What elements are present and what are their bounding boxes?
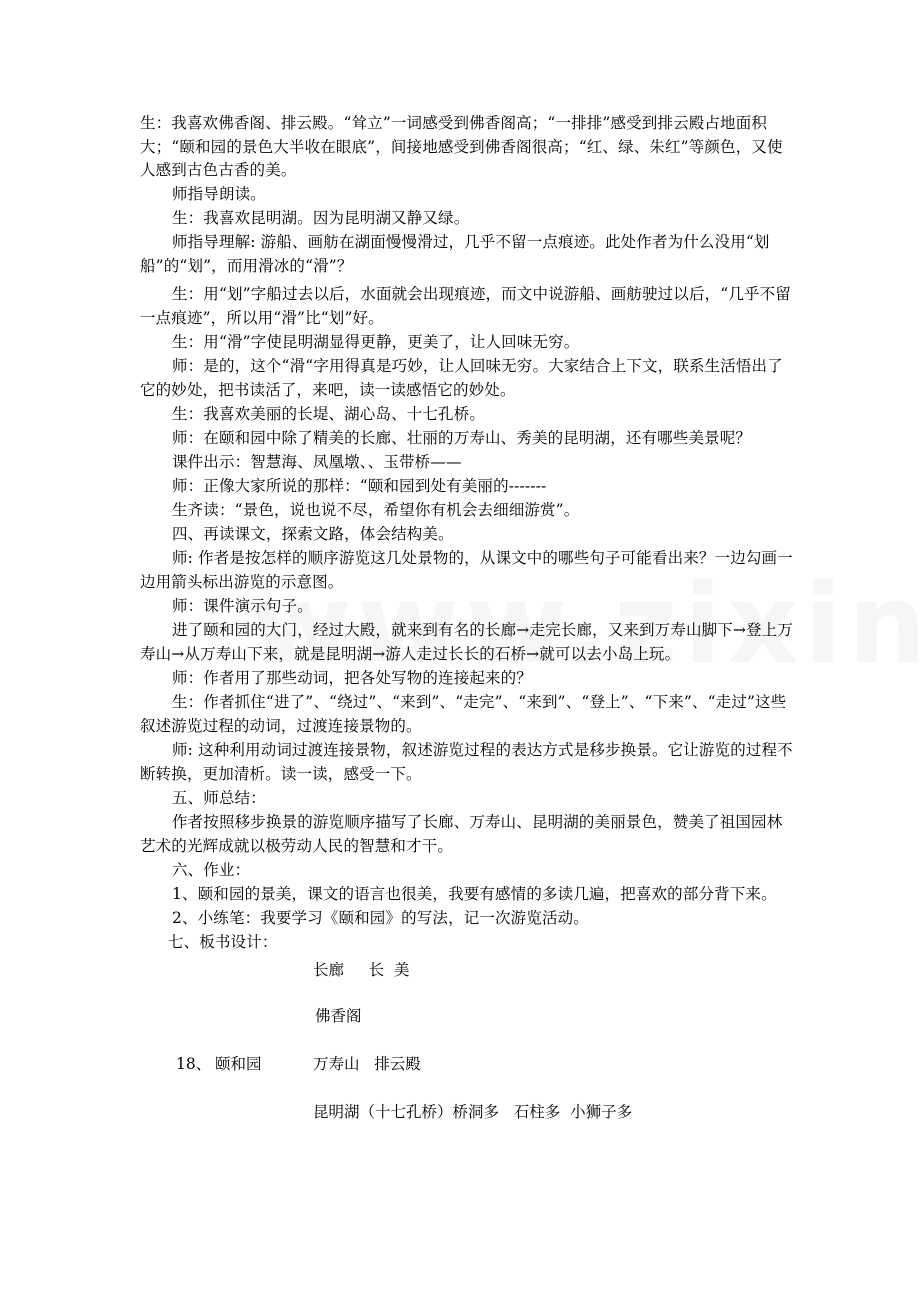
- paragraph-16: 进了颐和园的大门，经过大殿，就来到有名的长廊→走完长廊，又来到万寿山脚下→登上万寿山→从万寿山下来，就是昆明湖→游人走过长长的石桥→就可以去小岛上玩。: [140, 621, 793, 663]
- section-heading-6: 六、作业：: [172, 861, 251, 879]
- paragraph-15: 师：课件演示句子。: [172, 597, 313, 615]
- paragraph-2: 师指导朗读。: [172, 185, 266, 203]
- paragraph-12: 生齐读：“景色，说也说不尽，希望你有机会去细细游赏”。: [172, 501, 580, 519]
- board-lesson-title: 颐和园: [215, 1055, 262, 1073]
- paragraph-9: 师：在颐和园中除了精美的长廊、壮丽的万寿山、秀美的昆明湖，还有哪些美景呢？: [172, 429, 752, 447]
- paragraph-1: 生：我喜欢佛香阁、排云殿。“耸立”一词感受到佛香阁高；“一排排”感受到排云殿占地面积大；“颐和园的景色大半收在眼底”，间接地感受到佛香阁很高；“红、绿、朱红”等颜色，又使人感到古色古香的美。: [140, 114, 783, 180]
- section-heading-5: 五、师总结：: [172, 789, 266, 807]
- paragraph-14: 师: 作者是按怎样的顺序游览这几处景物的，从课文中的哪些句子可能看出来？一边勾画一边用箭头标出游览的示意图。: [140, 549, 793, 591]
- paragraph-4: 师指导理解: 游船、画舫在湖面慢慢滑过，几乎不留一点痕迹。此处作者为什么没用“划船”的“划”，而用滑冰的“滑”？: [140, 233, 770, 275]
- board-row-wanshoushan: 万寿山 排云殿: [313, 1055, 421, 1073]
- paragraph-11: 师：正像大家所说的那样：“颐和园到处有美丽的-------: [172, 477, 547, 495]
- paragraph-10: 课件出示：智慧海、凤凰墩、、玉带桥——: [172, 453, 462, 471]
- paragraph-17: 师：作者用了那些动词，把各处写物的连接起来的？: [172, 669, 532, 687]
- section-heading-4: 四、再读课文，探索文路，体会结构美。: [172, 525, 454, 543]
- homework-item-1: 1、颐和园的景美，课文的语言也很美，我要有感情的多读几遍，把喜欢的部分背下来。: [172, 885, 777, 903]
- paragraph-8: 生：我喜欢美丽的长堤、湖心岛、十七孔桥。: [172, 405, 486, 423]
- board-lesson-number: 18、: [176, 1055, 212, 1073]
- paragraph-3: 生：我喜欢昆明湖。因为昆明湖又静又绿。: [172, 209, 470, 227]
- paragraph-7: 师：是的，这个“滑“字用得真是巧妙，让人回味无穷。大家结合上下文，联系生活悟出了它的妙处，把书读活了，来吧，读一读感悟它的妙处。: [140, 357, 783, 399]
- board-row-kunminghu: 昆明湖（十七孔桥）桥洞多 石柱多 小狮子多: [313, 1103, 633, 1121]
- board-row-foxiangge: 佛香阁: [315, 1007, 362, 1025]
- paragraph-18: 生：作者抓住“进了”、“绕过”、“来到”、“走完”、“来到”、“登上”、“下来”、“走过”这些叙述游览过程的动词，过渡连接景物的。: [140, 693, 787, 735]
- paragraph-5: 生：用“划”字船过去以后，水面就会出现痕迹，而文中说游船、画舫驶过以后，“几乎不留一点痕迹”，所以用“滑”比“划”好。: [140, 285, 791, 327]
- homework-item-2: 2、小练笔：我要学习《颐和园》的写法，记一次游览活动。: [172, 909, 589, 927]
- section-heading-7: 七、板书设计：: [168, 933, 278, 951]
- board-row-changlang: 长廊 长 美: [313, 961, 410, 979]
- paragraph-21: 作者按照移步换景的游览顺序描写了长廊、万寿山、昆明湖的美丽景色，赞美了祖国园林艺术的光辉成就以极劳动人民的智慧和才干。: [140, 813, 783, 855]
- paragraph-6: 生：用“滑”字使昆明湖显得更静，更美了，让人回味无穷。: [172, 333, 580, 351]
- paragraph-19: 师: 这种利用动词过渡连接景物，叙述游览过程的表达方式是移步换景。它让游览的过程不断转换，更加清析。读一读，感受一下。: [140, 741, 793, 783]
